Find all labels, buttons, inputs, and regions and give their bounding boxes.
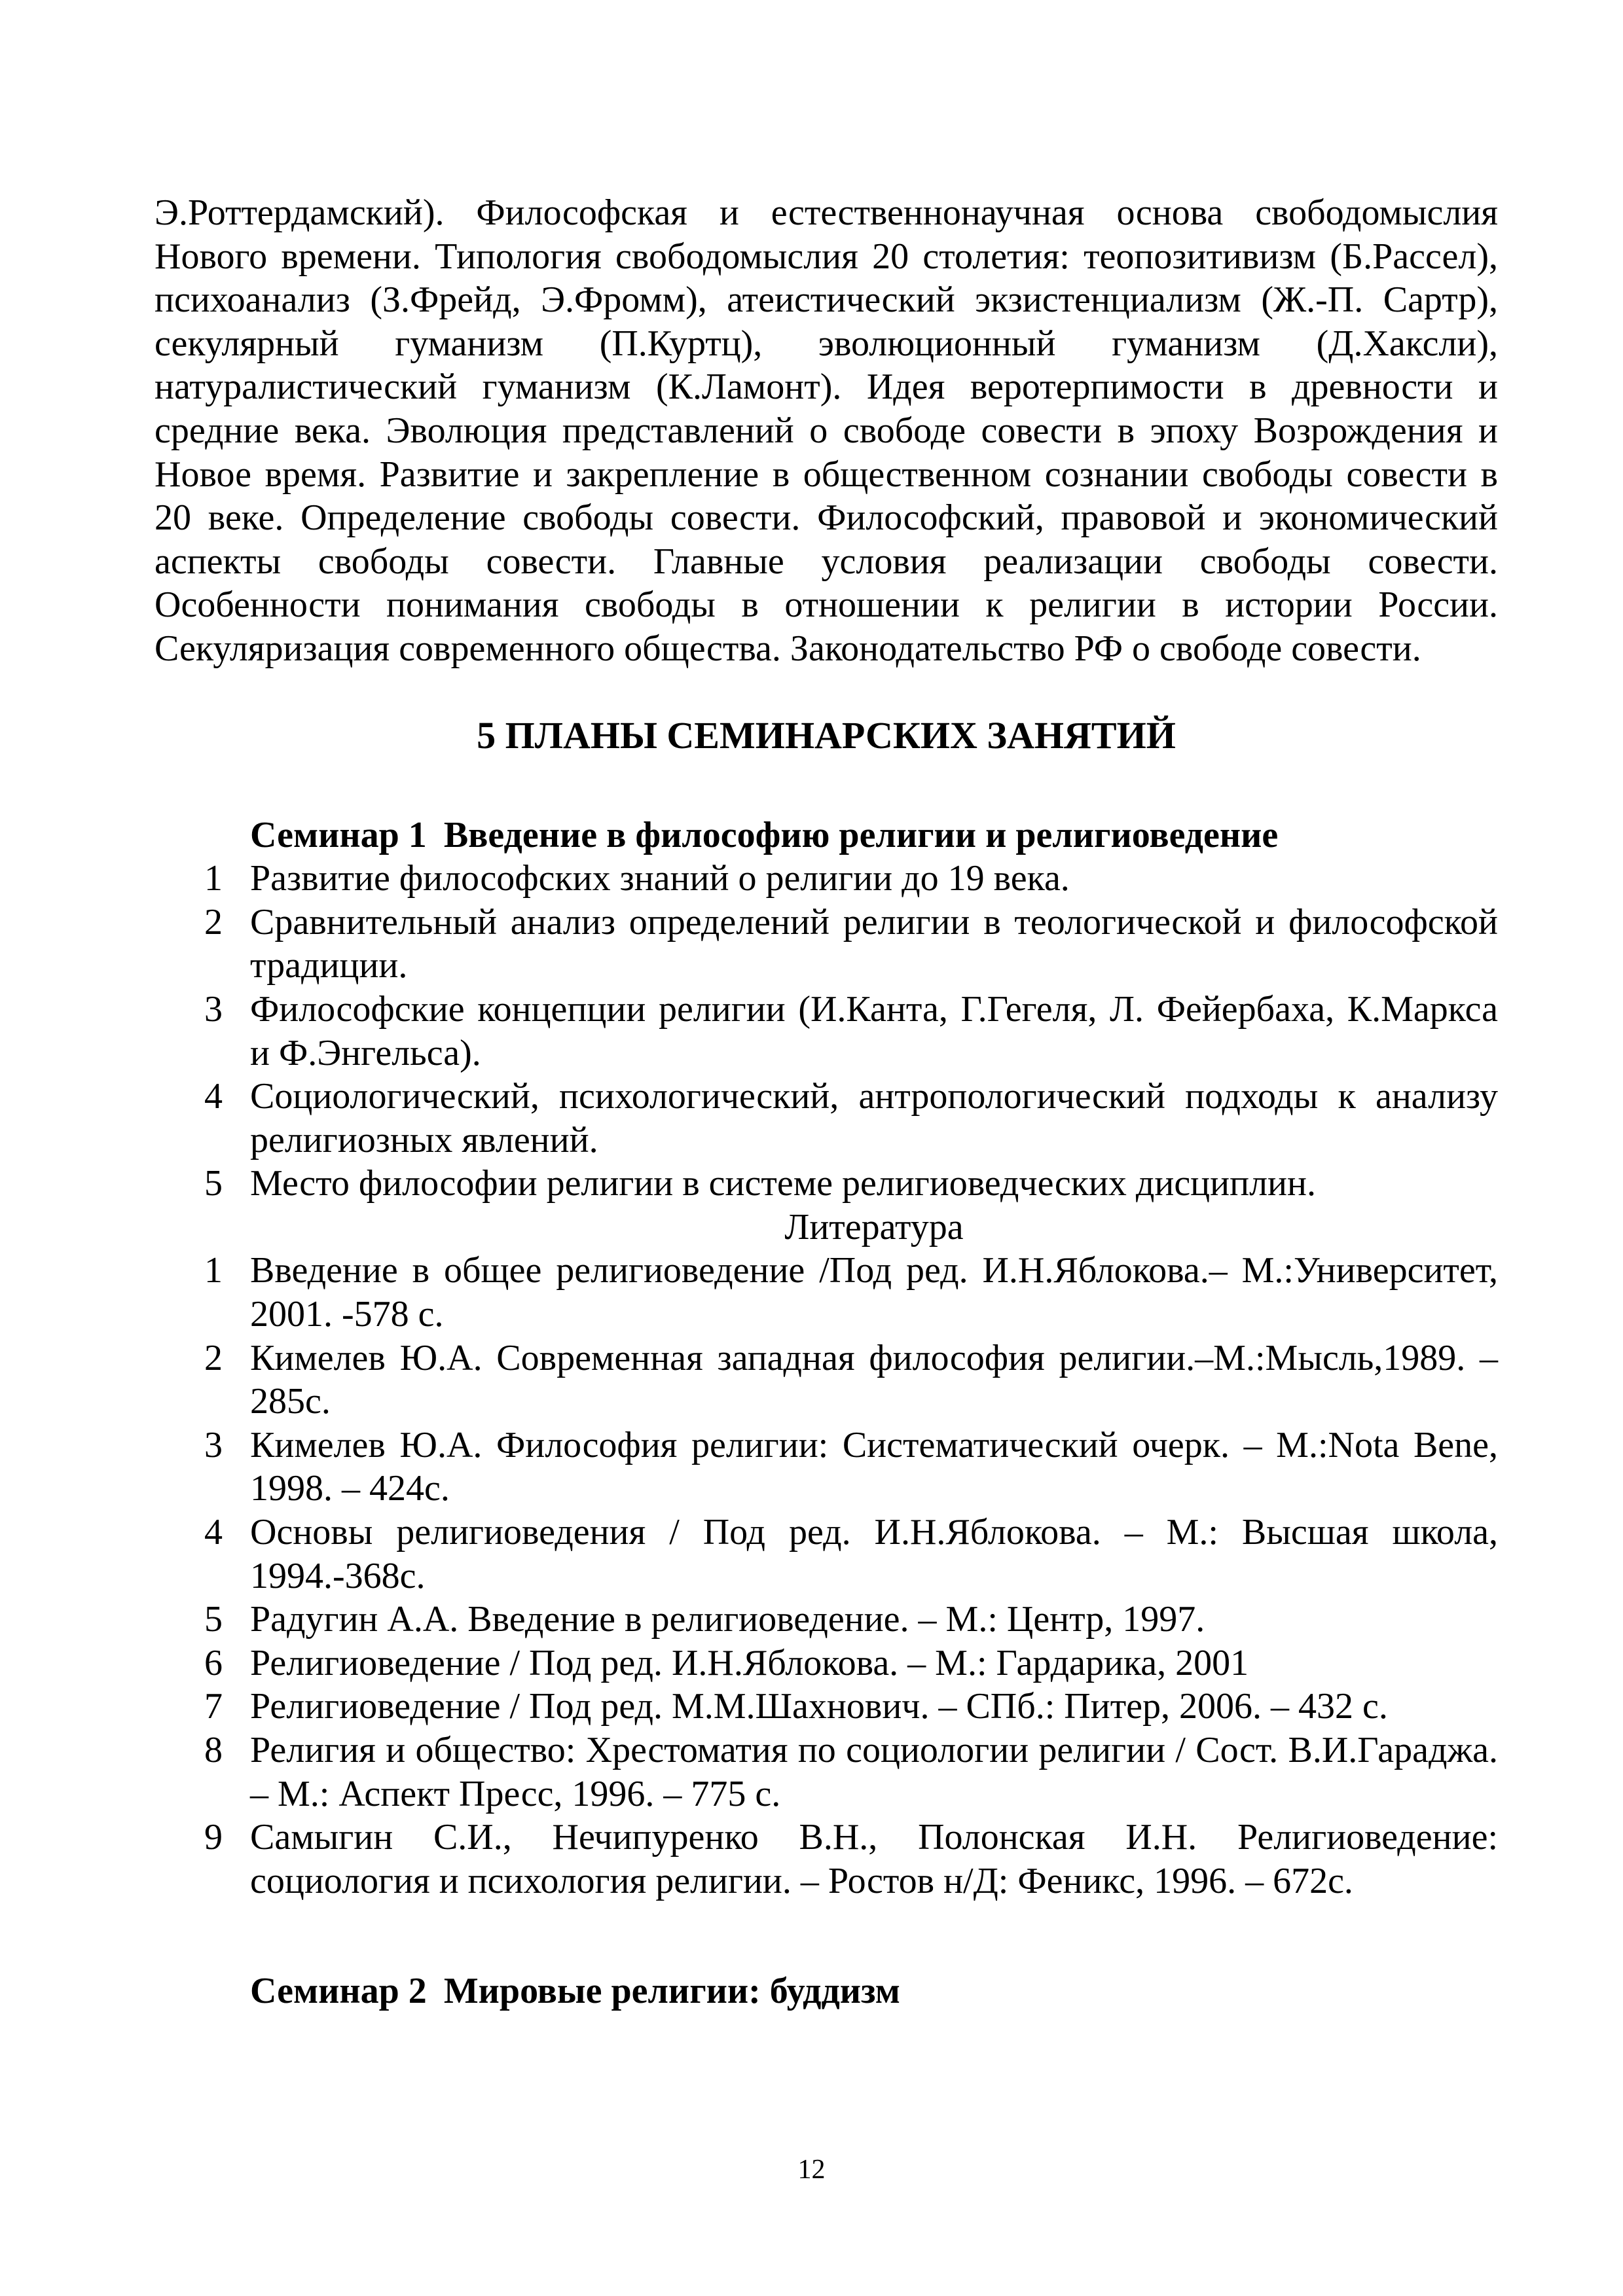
literature-text: Самыгин С.И., Нечипуренко В.Н., Полонская И.Н. Религиоведение: социология и психология религии. – Ростов н/Д: Феникс, 1996. – 672с. bbox=[250, 1817, 1498, 1901]
literature-item bbox=[155, 1249, 1498, 1336]
seminar-2-label: Семинар 2 bbox=[250, 1971, 427, 2012]
literature-item bbox=[155, 1336, 1498, 1424]
literature-item bbox=[155, 1641, 1498, 1685]
literature-text: Радугин А.А. Введение в религиоведение. – М.: Центр, 1997. bbox=[250, 1599, 1205, 1640]
literature-number: 7 bbox=[204, 1686, 223, 1727]
seminar-2-title: Мировые религии: буддизм bbox=[443, 1971, 900, 2012]
literature-number: 8 bbox=[204, 1730, 223, 1770]
literature-text: Религия и общество: Хрестоматия по социологии религии / Сост. В.И.Гараджа. – М.: Аспект Пресс, 1996. – 775 с. bbox=[250, 1730, 1498, 1814]
literature-item bbox=[155, 1729, 1498, 1816]
literature-number: 2 bbox=[204, 1337, 223, 1378]
seminar-1-title: Введение в философию религии и религиоведение bbox=[443, 814, 1279, 855]
literature-number: 4 bbox=[204, 1512, 223, 1553]
literature-item bbox=[155, 1685, 1498, 1729]
literature-number: 1 bbox=[204, 1250, 223, 1291]
seminar-1-heading bbox=[155, 814, 1498, 857]
question-text: Сравнительный анализ определений религии в теологической и философской традиции. bbox=[250, 901, 1498, 986]
literature-item bbox=[155, 1424, 1498, 1511]
question-item bbox=[155, 901, 1498, 988]
literature-number: 9 bbox=[204, 1817, 223, 1858]
page-content bbox=[155, 191, 1498, 2013]
question-number: 3 bbox=[204, 988, 223, 1030]
question-number: 2 bbox=[204, 901, 223, 942]
literature-item bbox=[155, 1598, 1498, 1641]
question-number: 1 bbox=[204, 858, 223, 899]
question-text: Место философии религии в системе религиоведческих дисциплин. bbox=[250, 1163, 1316, 1204]
literature-text: Религиоведение / Под ред. И.Н.Яблокова. – М.: Гардарика, 2001 bbox=[250, 1642, 1249, 1683]
seminar-2-heading bbox=[155, 1969, 1498, 2013]
seminar-1-questions bbox=[155, 857, 1498, 1206]
question-item bbox=[155, 988, 1498, 1075]
literature-text: Основы религиоведения / Под ред. И.Н.Яблокова. – М.: Высшая школа, 1994.-368с. bbox=[250, 1512, 1498, 1596]
question-item bbox=[155, 857, 1498, 901]
literature-item bbox=[155, 1816, 1498, 1903]
question-text: Философские концепции религии (И.Канта, Г.Гегеля, Л. Фейербаха, К.Маркса и Ф.Энгельса). bbox=[250, 988, 1498, 1073]
literature-number: 6 bbox=[204, 1642, 223, 1683]
literature-heading: Литература bbox=[784, 1206, 964, 1247]
intro-text: Э.Роттердамский). Философская и естественнонаучная основа свободомыслия Нового времени. Типология свободомыслия 20 столетия: теопозитивизм (Б.Рассел), психоанализ (З.Фрейд, Э.Фромм), атеистический экзистенциализм (Ж.-П. Сартр), секулярный гуманизм (П.Куртц), эволюционный гуманизм (Д.Хаксли), натуралистический гуманизм (К.Ламонт). Идея веротерпимости в древности и средние века. Эволюция представлений о свободе совести в эпоху Возрождения и Новое время. Развитие и закрепление в общественном сознании свободы совести в 20 веке. Определение свободы совести. Философский, правовой и экономический аспекты свободы совести. Главные условия реализации свободы совести. Особенности понимания свободы в отношении к религии в истории России. Секуляризация современного общества. Законодательство РФ о свободе совести. bbox=[155, 192, 1498, 669]
literature-text: Кимелев Ю.А. Современная западная философия религии.–М.:Мысль,1989. – 285с. bbox=[250, 1337, 1498, 1422]
question-item bbox=[155, 1162, 1498, 1206]
question-number: 4 bbox=[204, 1076, 223, 1117]
intro-paragraph bbox=[155, 191, 1498, 671]
literature-text: Введение в общее религиоведение /Под ред. И.Н.Яблокова.– М.:Университет, 2001. -578 с. bbox=[250, 1250, 1498, 1335]
literature-number: 3 bbox=[204, 1424, 223, 1465]
page-number: 12 bbox=[797, 2155, 826, 2185]
seminar-1-label: Семинар 1 bbox=[250, 814, 427, 855]
question-text: Развитие философских знаний о религии до 19 века. bbox=[250, 858, 1070, 899]
question-number: 5 bbox=[204, 1163, 223, 1204]
literature-item bbox=[155, 1511, 1498, 1598]
question-text: Социологический, психологический, антропологический подходы к анализу религиозных явлений. bbox=[250, 1076, 1498, 1160]
question-item bbox=[155, 1075, 1498, 1162]
section-title: 5 ПЛАНЫ СЕМИНАРСКИХ ЗАНЯТИЙ bbox=[477, 713, 1176, 757]
literature-text: Религиоведение / Под ред. М.М.Шахнович. – СПб.: Питер, 2006. – 432 с. bbox=[250, 1686, 1388, 1727]
literature-number: 5 bbox=[204, 1599, 223, 1640]
literature-list bbox=[155, 1249, 1498, 1903]
literature-text: Кимелев Ю.А. Философия религии: Систематический очерк. – М.:Nota Bene, 1998. – 424с. bbox=[250, 1424, 1498, 1509]
